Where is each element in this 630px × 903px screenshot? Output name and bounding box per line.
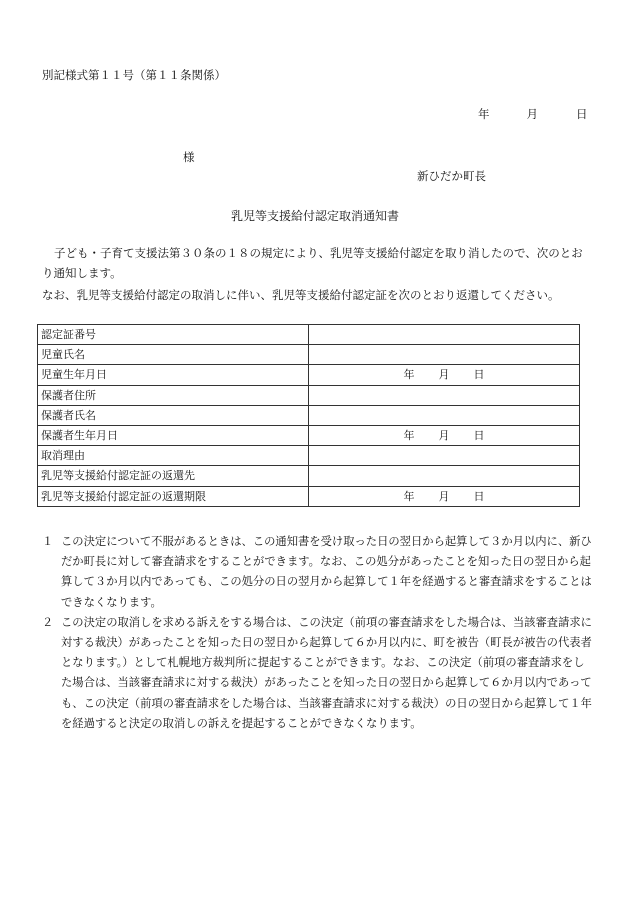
document-title: 乳児等支援給付認定取消通知書 xyxy=(230,209,399,223)
form-number: 別記様式第１１号（第１１条関係） xyxy=(42,68,226,82)
issue-date xyxy=(478,106,588,122)
row-label: 乳児等支援給付認定証の返還期限 xyxy=(38,486,309,506)
row-value xyxy=(309,385,580,405)
info-table xyxy=(37,324,580,507)
row-value xyxy=(309,405,580,425)
notes-list xyxy=(42,532,592,734)
date-month: 月 xyxy=(438,368,450,382)
table-row xyxy=(38,385,580,405)
row-label: 保護者氏名 xyxy=(38,405,309,425)
intro-paragraph: 子ども・子育て支援法第３０条の１８の規定により、乳児等支援給付認定を取り消したので、次のとおり通知します。 xyxy=(42,246,583,280)
row-label: 取消理由 xyxy=(38,446,309,466)
date-day: 日 xyxy=(576,107,588,121)
date-year: 年 xyxy=(403,429,415,443)
row-value xyxy=(309,345,580,365)
row-label: 認定証番号 xyxy=(38,325,309,345)
date-day: 日 xyxy=(473,368,485,382)
issuer-name: 新ひだか町長 xyxy=(417,169,486,183)
row-label: 保護者住所 xyxy=(38,385,309,405)
date-month: 月 xyxy=(438,489,450,503)
row-label: 保護者生年月日 xyxy=(38,425,309,445)
row-date-value xyxy=(309,425,580,445)
return-notice-paragraph: なお、乳児等支援給付認定の取消しに伴い、乳児等支援給付認定証を次のとおり返還してください。 xyxy=(42,288,560,302)
table-row xyxy=(38,466,580,486)
table-row xyxy=(38,486,580,506)
date-year: 年 xyxy=(403,489,415,503)
row-label: 児童氏名 xyxy=(38,345,309,365)
date-year: 年 xyxy=(478,107,490,121)
row-value xyxy=(309,325,580,345)
date-year: 年 xyxy=(403,368,415,382)
row-value xyxy=(309,466,580,486)
table-row xyxy=(38,405,580,425)
note-number: ２ xyxy=(42,615,54,629)
table-row xyxy=(38,425,580,445)
date-day: 日 xyxy=(473,429,485,443)
row-label: 乳児等支援給付認定証の返還先 xyxy=(38,466,309,486)
table-row xyxy=(38,446,580,466)
row-date-value xyxy=(309,486,580,506)
list-item xyxy=(42,613,592,734)
note-text: この決定の取消しを求める訴えをする場合は、この決定（前項の審査請求をした場合は、当該審査請求に対する裁決）があったことを知った日の翌日から起算して６か月以内に、町を被告（町長が被告の代表者となります。）として札幌地方裁判所に提起することができます。なお、この決定（前項の審査請求をした場合は、当該審査請求に対する裁決）があったことを知った日の翌日から起算して６か月以内であっても、この決定（前項の審査請求をした場合は、当該審査請求に対する裁決）の日の翌日から起算して１年を経過すると決定の取消しの訴えを提起することができなくなります。 xyxy=(61,615,592,730)
table-row xyxy=(38,345,580,365)
row-date-value xyxy=(309,365,580,385)
date-month: 月 xyxy=(438,429,450,443)
note-number: １ xyxy=(42,535,54,548)
recipient-suffix: 様 xyxy=(183,150,195,164)
date-month: 月 xyxy=(526,107,538,121)
row-value xyxy=(309,446,580,466)
table-row xyxy=(38,365,580,385)
table-row xyxy=(38,325,580,345)
row-label: 児童生年月日 xyxy=(38,365,309,385)
note-text: この決定について不服があるときは、この通知書を受け取った日の翌日から起算して３か月以内に、新ひだか町長に対して審査請求をすることができます。なお、この処分があったことを知った日の翌日から起算して３か月以内であっても、この処分の日の翌月から起算して１年を経過すると審査請求をすることはできなくなります。 xyxy=(61,535,592,609)
date-day: 日 xyxy=(473,489,485,503)
list-item xyxy=(42,532,592,613)
